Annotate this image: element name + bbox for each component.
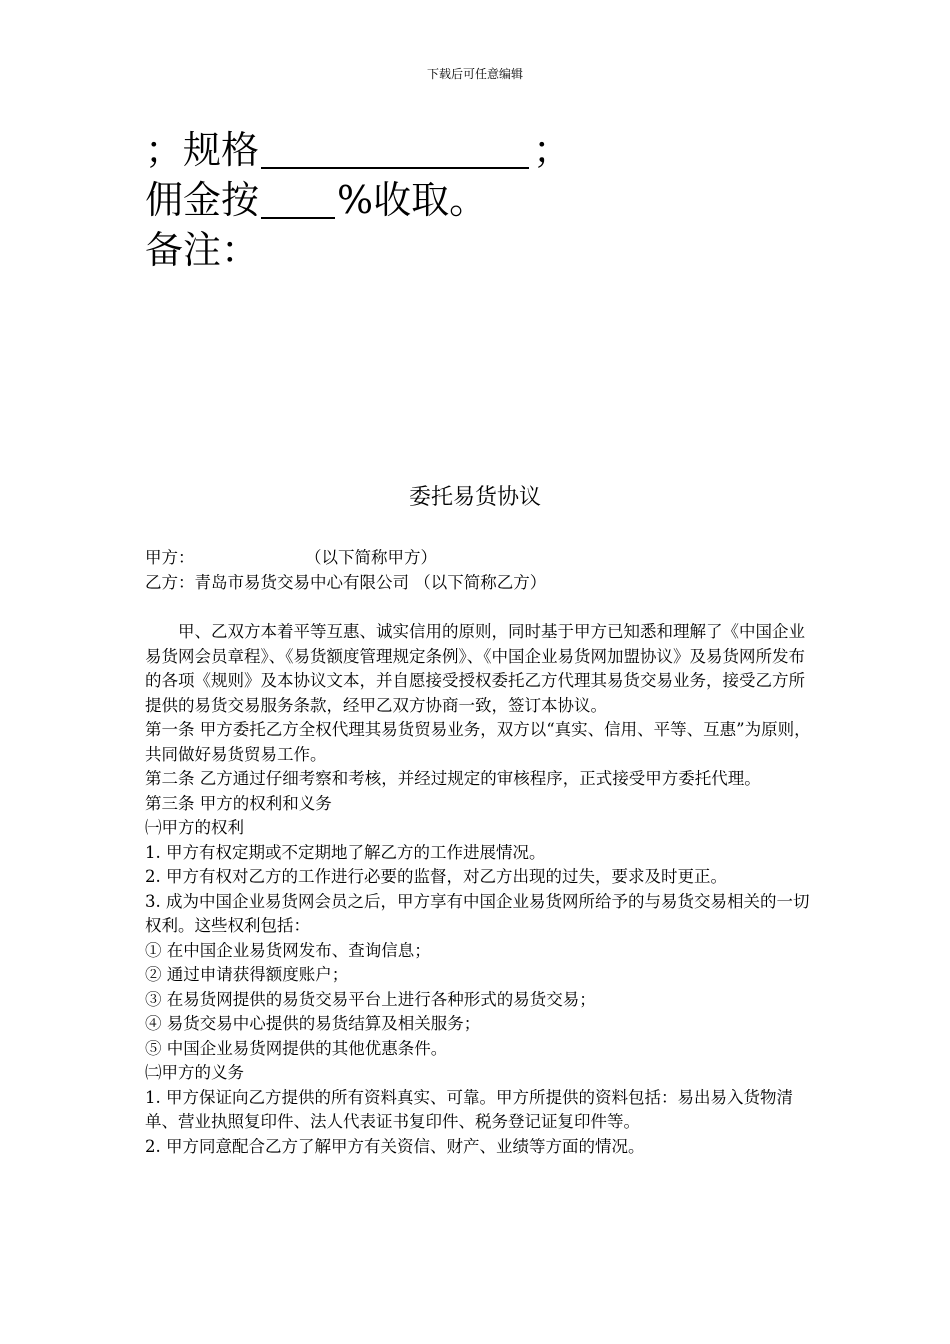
rights-sub-item-5: ⑤ 中国企业易货网提供的其他优惠条件。 (145, 1038, 448, 1058)
intro-paragraph: 甲、乙双方本着平等互惠、诚实信用的原则，同时基于甲方已知悉和理解了《中国企业易货网会员章程》、《易货额度管理规定条例》、《中国企业易货网加盟协议》及易货网所发布的各项《规则》及本协议文本，并自愿接受授权委托乙方代理其易货交易业务，接受乙方所提供的易货交易服务条款，经甲乙双方协商一致，签订本协议。 (145, 622, 805, 715)
header-note: 下载后可任意编辑 (426, 67, 523, 81)
commission-line (145, 175, 571, 225)
rights-heading: ㈠甲方的权利 (145, 818, 244, 837)
article-1: 第一条 甲方委托乙方全权代理其易货贸易业务，双方以“真实、信用、平等、互惠”为原则，共同做好易货贸易工作。 (145, 720, 811, 764)
duties-item-1: 1. 甲方保证向乙方提供的所有资料真实、可靠。甲方所提供的资料包括：易出易入货物清单、营业执照复印件、法人代表证书复印件、税务登记证复印件等。 (145, 1087, 793, 1131)
spec-blank (261, 131, 529, 169)
top-fields (145, 125, 571, 275)
commission-label: 佣金按 (145, 178, 260, 222)
rights-item-2: 2. 甲方有权对乙方的工作进行必要的监督，对乙方出现的过失，要求及时更正。 (145, 867, 727, 886)
commission-suffix: %收取。 (337, 178, 488, 222)
spec-label: ；规格 (145, 128, 260, 172)
party-a-label: 甲方： (145, 548, 195, 567)
rights-sub-item-1: ① 在中国企业易货网发布、查询信息； (145, 940, 431, 960)
rights-item-1: 1. 甲方有权定期或不定期地了解乙方的工作进展情况。 (145, 842, 546, 862)
remarks-label: 备注： (145, 228, 260, 272)
article-2: 第二条 乙方通过仔细考察和考核，并经过规定的审核程序，正式接受甲方委托代理。 (145, 769, 761, 788)
duties-item-2: 2. 甲方同意配合乙方了解甲方有关资信、财产、业绩等方面的情况。 (145, 1136, 645, 1156)
rights-sub-item-2: ② 通过申请获得额度账户； (145, 965, 349, 984)
spacer (145, 595, 813, 620)
spec-suffix: ； (533, 128, 572, 172)
spec-line (145, 125, 571, 175)
rights-sub-item-4: ④ 易货交易中心提供的易货结算及相关服务； (145, 1014, 481, 1033)
party-b-line: 乙方：青岛市易货交易中心有限公司 （以下简称乙方） (145, 572, 547, 592)
document-body (145, 546, 813, 1159)
party-a-note: （以下简称甲方） (305, 548, 437, 567)
party-a-line (145, 546, 813, 571)
commission-blank (261, 181, 335, 219)
duties-heading: ㈡甲方的义务 (145, 1063, 244, 1082)
rights-item-3: 3. 成为中国企业易货网会员之后，甲方享有中国企业易货网所给予的与易货交易相关的一切权利。这些权利包括： (145, 891, 810, 935)
article-3: 第三条 甲方的权利和义务 (145, 793, 332, 813)
document-title: 委托易货协议 (408, 485, 541, 510)
rights-sub-item-3: ③ 在易货网提供的易货交易平台上进行各种形式的易货交易； (145, 989, 596, 1009)
